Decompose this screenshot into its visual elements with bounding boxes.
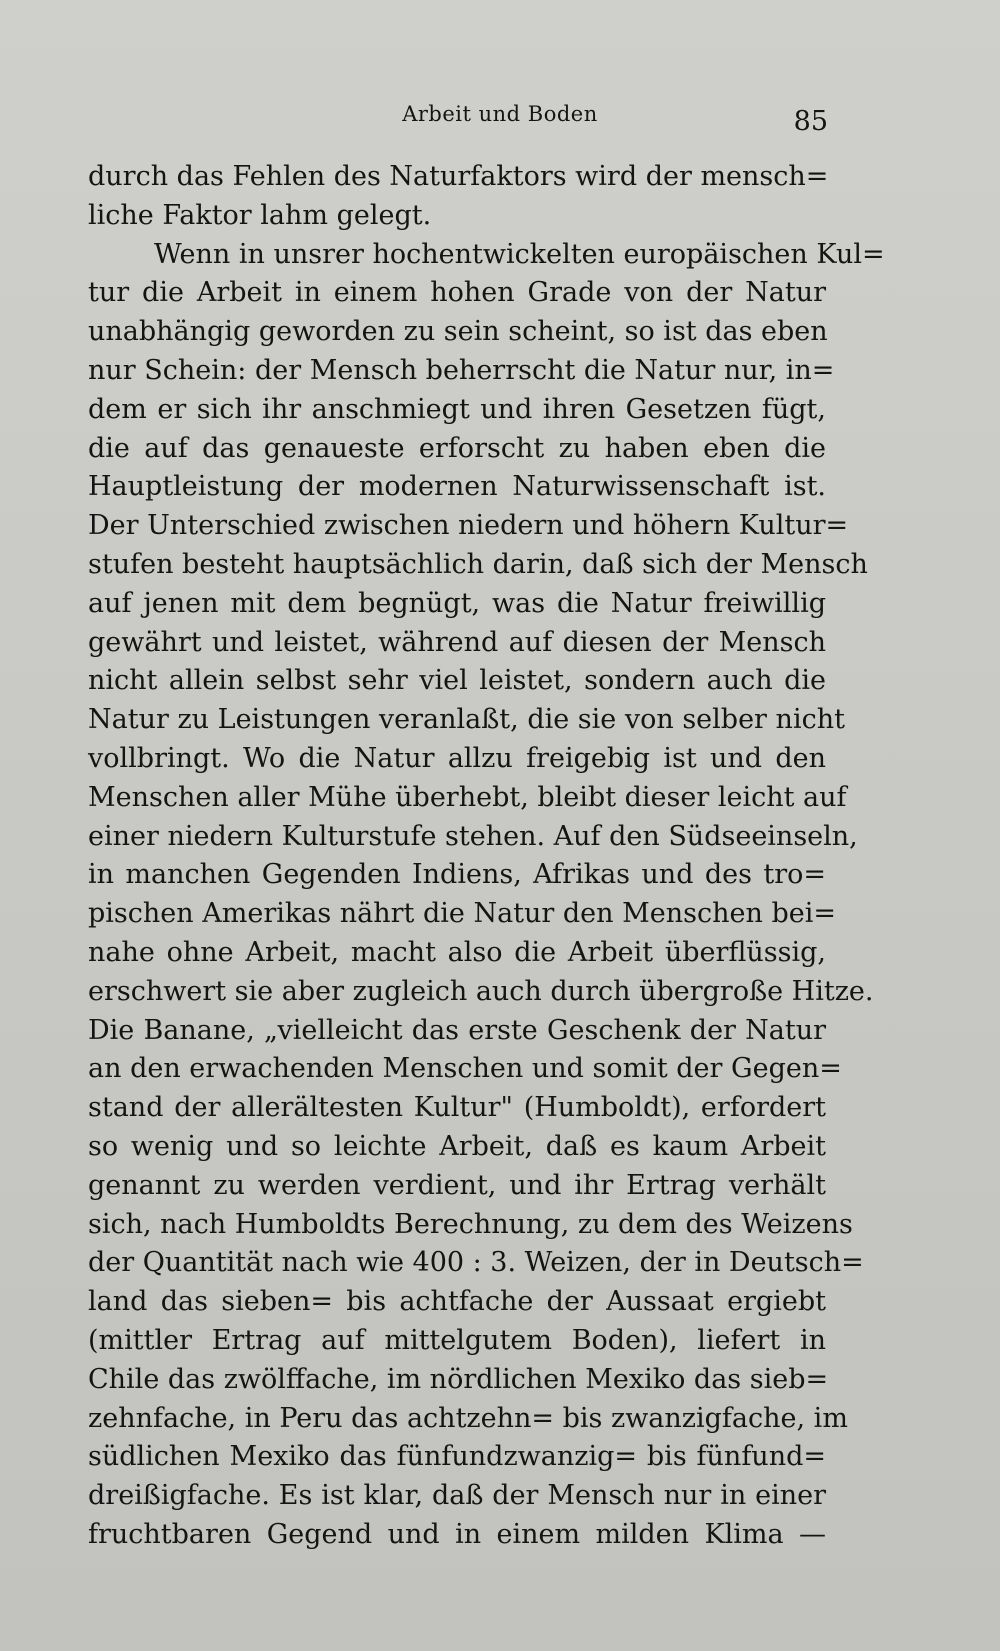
text-line: Die Banane, „vielleicht das erste Geschenk der Natur [88, 1014, 826, 1046]
text-line: nicht allein selbst sehr viel leistet, sondern auch die [88, 665, 826, 697]
text-line: stufen besteht hauptsächlich darin, daß sich der Mensch [88, 548, 868, 580]
text-line: (mittler Ertrag auf mittelgutem Boden), liefert in [88, 1324, 826, 1356]
text-line: die auf das genaueste erforscht zu haben eben die [88, 432, 826, 464]
body-text [88, 158, 885, 1555]
text-line: erschwert sie aber zugleich auch durch übergroße Hitze. [88, 975, 874, 1007]
text-line: südlichen Mexiko das fünfundzwanzig= bis fünfund= [88, 1441, 826, 1473]
text-line: land das sieben= bis achtfache der Aussaat ergiebt [88, 1286, 826, 1318]
text-line: unabhängig geworden zu sein scheint, so ist das eben [88, 316, 828, 348]
text-line: sich, nach Humboldts Berechnung, zu dem des Weizens [88, 1208, 853, 1240]
text-line: nahe ohne Arbeit, macht also die Arbeit überflüssig, [88, 936, 826, 968]
text-line: so wenig und so leichte Arbeit, daß es kaum Arbeit [88, 1130, 826, 1162]
text-line: einer niedern Kulturstufe stehen. Auf den Südseeinseln, [88, 820, 858, 852]
text-line: Der Unterschied zwischen niedern und höhern Kultur= [88, 510, 849, 542]
text-line: tur die Arbeit in einem hohen Grade von der Natur [88, 277, 826, 309]
text-line: liche Faktor lahm gelegt. [88, 199, 432, 231]
text-line: zehnfache, in Peru das achtzehn= bis zwanzigfache, im [88, 1402, 848, 1434]
text-line: auf jenen mit dem begnügt, was die Natur freiwillig [88, 587, 826, 619]
text-line: Natur zu Leistungen veranlaßt, die sie von selber nicht [88, 704, 845, 736]
text-line: der Quantität nach wie 400 : 3. Weizen, der in Deutsch= [88, 1247, 864, 1279]
text-line: dem er sich ihr anschmiegt und ihren Gesetzen fügt, [88, 393, 826, 425]
text-line: Menschen aller Mühe überhebt, bleibt dieser leicht auf [88, 781, 847, 813]
text-line: dreißigfache. Es ist klar, daß der Mensch nur in einer [88, 1480, 826, 1512]
text-line: genannt zu werden verdient, und ihr Ertrag verhält [88, 1169, 826, 1201]
text-line: stand der allerältesten Kultur" (Humboldt), erfordert [88, 1092, 826, 1124]
text-line: Hauptleistung der modernen Naturwissenschaft ist. [88, 471, 826, 503]
text-line: nur Schein: der Mensch beherrscht die Natur nur, in= [88, 354, 835, 386]
text-line: pischen Amerikas nährt die Natur den Menschen bei= [88, 898, 836, 930]
text-line: Chile das zwölffache, im nördlichen Mexiko das sieb= [88, 1363, 829, 1395]
running-head: Arbeit und Boden [402, 102, 598, 126]
text-line: fruchtbaren Gegend und in einem milden Klima — [88, 1518, 826, 1550]
text-line: durch das Fehlen des Naturfaktors wird der mensch= [88, 161, 829, 192]
page-number: 85 [793, 106, 828, 137]
text-line: in manchen Gegenden Indiens, Afrikas und des tro= [88, 859, 826, 891]
text-line: gewährt und leistet, während auf diesen der Mensch [88, 626, 826, 658]
text-line: Wenn in unsrer hochentwickelten europäischen Kul= [154, 238, 885, 270]
text-line: vollbringt. Wo die Natur allzu freigebig ist und den [88, 742, 826, 774]
text-line: an den erwachenden Menschen und somit der Gegen= [88, 1053, 842, 1085]
